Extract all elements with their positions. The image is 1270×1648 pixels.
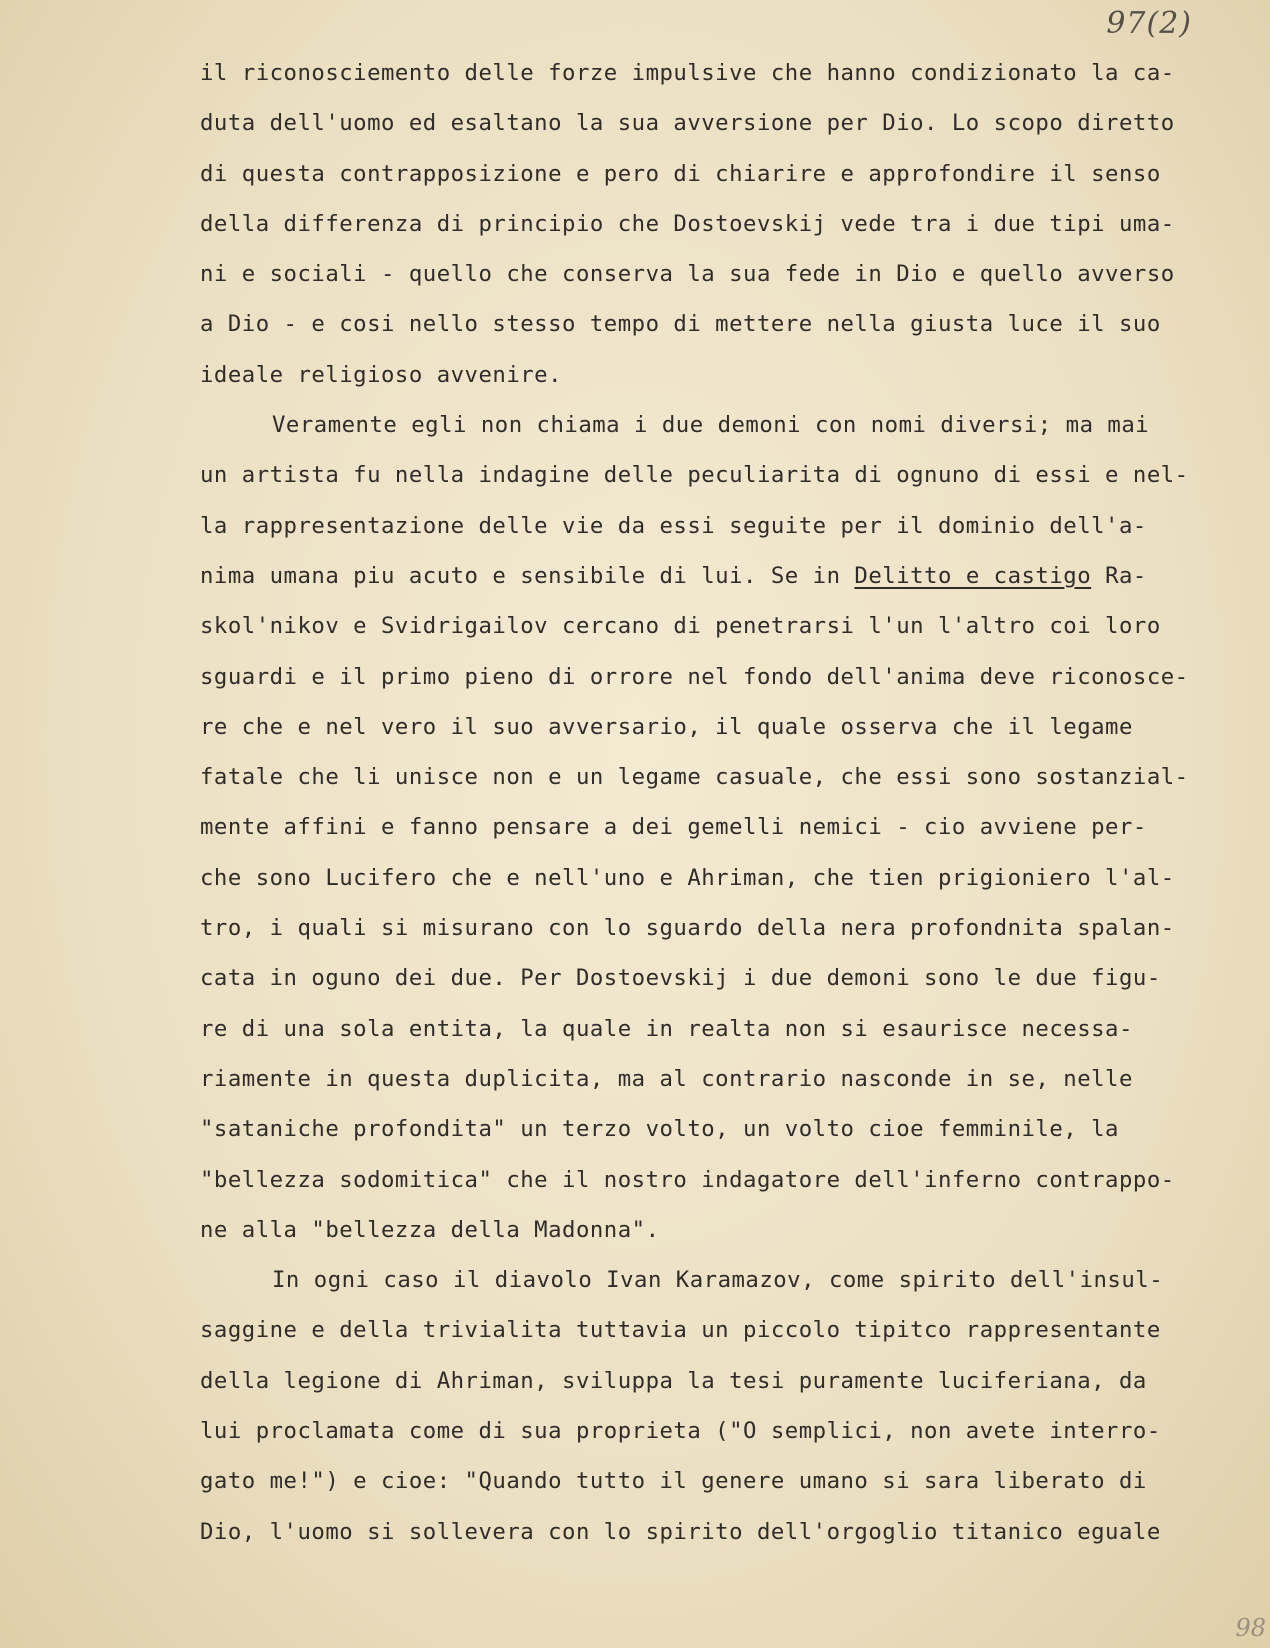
text-line: tro, i quali si misurano con lo sguardo della nera profondnita spalan- [200, 915, 1175, 942]
text-line: fatale che li unisce non e un legame casuale, che essi sono sostanzial- [200, 764, 1189, 791]
text-line: re che e nel vero il suo avversario, il quale osserva che il legame [200, 713, 1133, 740]
text-line: ideale religioso avvenire. [200, 361, 563, 388]
text-line: la rappresentazione delle vie da essi seguite per il dominio dell'a- [200, 512, 1147, 539]
text-line: a Dio - e cosi nello stesso tempo di mettere nella giusta luce il suo [200, 311, 1161, 338]
text-line: duta dell'uomo ed esaltano la sua avversione per Dio. Lo scopo diretto [200, 110, 1175, 137]
text-line: un artista fu nella indagine delle peculiarita di ognuno di essi e nel- [200, 462, 1189, 489]
text-line: di questa contrapposizione e pero di chiarire e approfondire il senso [200, 160, 1161, 187]
text-line: ne alla "bellezza della Madonna". [200, 1216, 660, 1243]
document-body [200, 48, 1255, 1557]
text-segment: Ra- [1091, 562, 1147, 589]
text-line: mente affini e fanno pensare a dei gemelli nemici - cio avviene per- [200, 814, 1147, 841]
book-title: Delitto e castigo [854, 562, 1092, 589]
text-line: In ogni caso il diavolo Ivan Karamazov, come spirito dell'insul- [272, 1267, 1164, 1294]
text-line: ni e sociali - quello che conserva la sua fede in Dio e quello avverso [200, 261, 1175, 288]
text-line: "sataniche profondita" un terzo volto, un volto cioe femminile, la [200, 1116, 1119, 1143]
text-line: sguardi e il primo pieno di orrore nel fondo dell'anima deve riconosce- [200, 663, 1189, 690]
text-line: riamente in questa duplicita, ma al contrario nasconde in se, nelle [200, 1065, 1133, 1092]
text-segment: nima umana piu acuto e sensibile di lui. Se in [200, 562, 855, 589]
text-line: della differenza di principio che Dostoevskij vede tra i due tipi uma- [200, 210, 1175, 237]
text-line: cata in oguno dei due. Per Dostoevskij i due demoni sono le due figu- [200, 965, 1161, 992]
text-line: saggine e della trivialita tuttavia un piccolo tipitco rappresentante [200, 1317, 1161, 1344]
text-line: della legione di Ahriman, sviluppa la tesi puramente luciferiana, da [200, 1367, 1147, 1394]
text-line: Dio, l'uomo si sollevera con lo spirito dell'orgoglio titanico eguale [200, 1518, 1161, 1545]
text-line: gato me!") e cioe: "Quando tutto il genere umano si sara liberato di [200, 1468, 1147, 1495]
text-line: lui proclamata come di sua proprieta ("O semplici, non avete interro- [200, 1418, 1161, 1445]
text-line: skol'nikov e Svidrigailov cercano di penetrarsi l'un l'altro coi loro [200, 613, 1161, 640]
text-line: il riconosciemento delle forze impulsive che hanno condizionato la ca- [200, 60, 1175, 86]
text-line: "bellezza sodomitica" che il nostro indagatore dell'inferno contrappo- [200, 1166, 1175, 1193]
text-line: Veramente egli non chiama i due demoni con nomi diversi; ma mai [272, 412, 1150, 439]
text-line: che sono Lucifero che e nell'uno e Ahriman, che tien prigioniero l'al- [200, 864, 1175, 891]
next-page-marker: 98 [1235, 1614, 1266, 1642]
page-number: 97(2) [1106, 6, 1192, 41]
text-line-with-title [200, 551, 1255, 601]
text-line: re di una sola entita, la quale in realta non si esaurisce necessa- [200, 1015, 1133, 1042]
